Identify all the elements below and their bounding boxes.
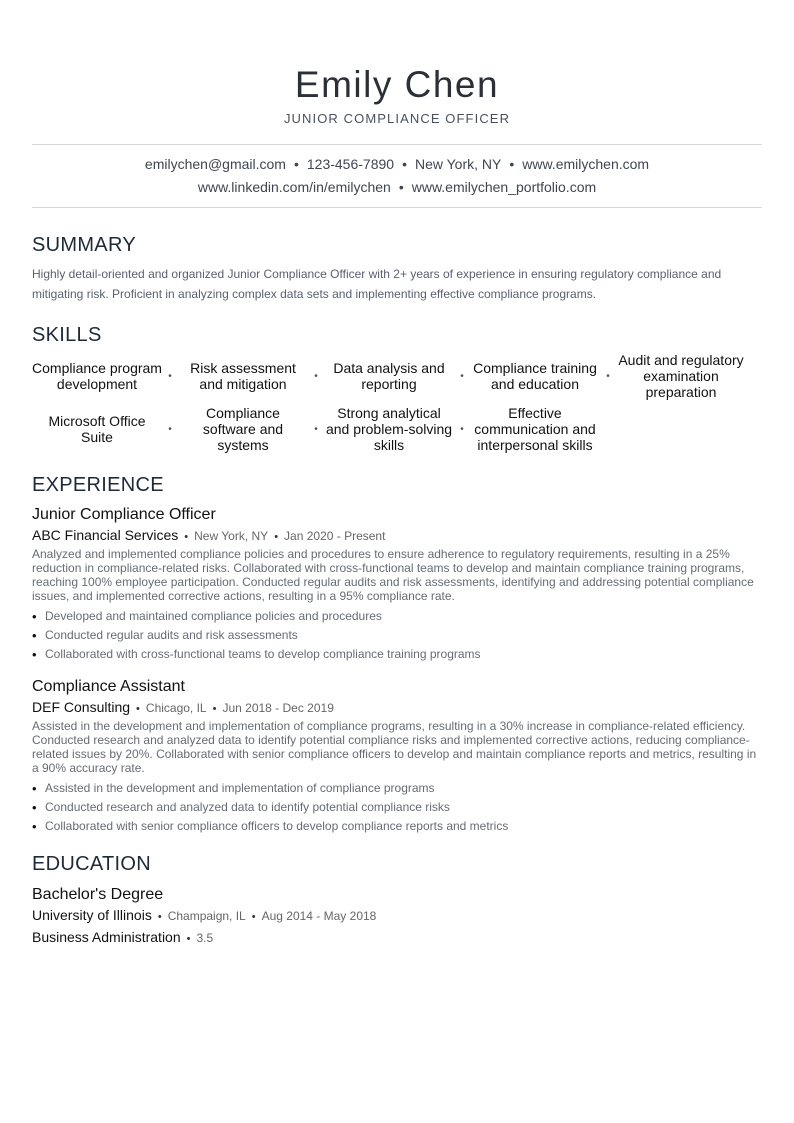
- section-heading-skills: SKILLS: [32, 324, 102, 346]
- separator-dot: •: [402, 156, 407, 172]
- job-bullets: [32, 779, 762, 836]
- skill-item: Risk assessment and mitigation: [190, 360, 296, 392]
- skill-item: Data analysis and reporting: [333, 360, 445, 392]
- experience-section: [32, 473, 762, 836]
- list-item: • Conducted research and analyzed data to identify potential compliance risks: [32, 798, 762, 817]
- section-heading-summary: SUMMARY: [32, 234, 136, 256]
- job-dates: Jun 2018 - Dec 2019: [222, 701, 334, 715]
- list-item: • Assisted in the development and implementation of compliance programs: [32, 779, 762, 798]
- separator-dot: •: [168, 370, 172, 382]
- job-dates: Jan 2020 - Present: [284, 529, 386, 543]
- location: New York, NY: [414, 156, 502, 172]
- skill-item: Audit and regulatory examination preparation: [618, 352, 744, 400]
- separator-dot: •: [274, 531, 279, 543]
- separator-dot: •: [398, 179, 404, 195]
- school-name: University of Illinois: [32, 907, 152, 923]
- job-location: Chicago, IL: [145, 701, 207, 715]
- skill-item: Compliance software and systems: [202, 405, 284, 453]
- company-name: ABC Financial Services: [32, 527, 179, 543]
- skill-item: Strong analytical and problem-solving skills: [325, 405, 453, 453]
- education-major-line: [32, 927, 762, 949]
- job-title-header: JUNIOR COMPLIANCE OFFICER: [283, 111, 511, 126]
- separator-dot: •: [460, 370, 464, 382]
- job-meta: [32, 698, 762, 718]
- contact-block: [32, 144, 762, 208]
- skill-item: Compliance training and education: [473, 360, 597, 392]
- job-entry: [32, 677, 762, 836]
- job-description: Analyzed and implemented compliance policies and procedures to ensure adherence to regulatory requirements, resulting in a 25% reduction in compliance-related risks. Collaborated with cross-functional teams to develop and maintain compliance training programs, reaching 100% employee participation. Conducted regular audits and risk assessments, identifying and addressing potential compliance issues, and implemented corrective actions, resulting in a 95% compliance rate.: [32, 547, 754, 603]
- separator-dot: •: [314, 423, 318, 435]
- resume-page: [32, 0, 762, 949]
- degree: Bachelor's Degree: [32, 886, 164, 903]
- linkedin-link[interactable]: www.linkedin.com/in/emilychen: [197, 179, 391, 195]
- summary-section: [32, 233, 762, 304]
- separator-dot: •: [251, 911, 256, 923]
- separator-dot: •: [136, 703, 140, 715]
- list-item: • Collaborated with senior compliance officers to develop compliance reports and metrics: [32, 817, 762, 836]
- education-dates: Aug 2014 - May 2018: [261, 909, 377, 923]
- skills-grid: [32, 352, 762, 453]
- skill-item: Microsoft Office Suite: [48, 413, 146, 445]
- contact-line-2: [32, 176, 762, 199]
- separator-dot: •: [314, 370, 318, 382]
- education-school-line: [32, 905, 762, 927]
- job-entry: [32, 505, 762, 664]
- portfolio-link[interactable]: www.emilychen_portfolio.com: [411, 179, 597, 195]
- job-description: Assisted in the development and implementation of compliance programs, resulting in a 30% increase in compliance-related efficiency. Conducted research and analyzed data to identify potential compliance risks and implemented corrective actions, reducing compliance-related issues by 20%. Collaborated with senior compliance officers to develop and maintain compliance reports and metrics, resulting in a 90% accuracy rate.: [32, 719, 757, 775]
- skills-row: [32, 405, 762, 453]
- job-meta: [32, 526, 762, 546]
- list-item: • Collaborated with cross-functional teams to develop compliance training programs: [32, 645, 762, 664]
- separator-dot: •: [186, 933, 191, 945]
- job-location: New York, NY: [194, 529, 269, 543]
- skill-item: Compliance program development: [32, 360, 162, 392]
- job-title: Junior Compliance Officer: [32, 506, 216, 523]
- separator-dot: •: [509, 156, 515, 172]
- section-heading-experience: EXPERIENCE: [32, 474, 164, 496]
- skill-item: Effective communication and interpersonal skills: [474, 405, 596, 453]
- separator-dot: •: [157, 911, 162, 923]
- skills-row: [32, 352, 762, 400]
- separator-dot: •: [212, 703, 217, 715]
- separator-dot: •: [184, 531, 189, 543]
- separator-dot: •: [606, 370, 610, 382]
- summary-text: Highly detail-oriented and organized Junior Compliance Officer with 2+ years of experience in ensuring regulatory compliance and mitigating risk. Proficient in analyzing complex data sets and implementing effective compliance programs.: [32, 267, 722, 301]
- job-title: Compliance Assistant: [32, 678, 185, 695]
- list-item: • Conducted regular audits and risk assessments: [32, 626, 762, 645]
- website-link[interactable]: www.emilychen.com: [522, 156, 650, 172]
- list-item: • Developed and maintained compliance policies and procedures: [32, 607, 762, 626]
- major: Business Administration: [32, 929, 181, 945]
- education-section: [32, 852, 762, 949]
- candidate-name: Emily Chen: [294, 64, 500, 105]
- job-bullets: [32, 607, 762, 664]
- separator-dot: •: [293, 156, 299, 172]
- skills-section: [32, 323, 762, 453]
- separator-dot: •: [460, 423, 464, 435]
- contact-line-1: [32, 153, 762, 176]
- school-location: Champaign, IL: [167, 909, 246, 923]
- email-link[interactable]: emilychen@gmail.com: [144, 156, 286, 172]
- section-heading-education: EDUCATION: [32, 853, 151, 875]
- phone-number: 123-456-7890: [306, 156, 395, 172]
- separator-dot: •: [168, 423, 172, 435]
- gpa: 3.5: [196, 931, 214, 945]
- company-name: DEF Consulting: [32, 699, 131, 715]
